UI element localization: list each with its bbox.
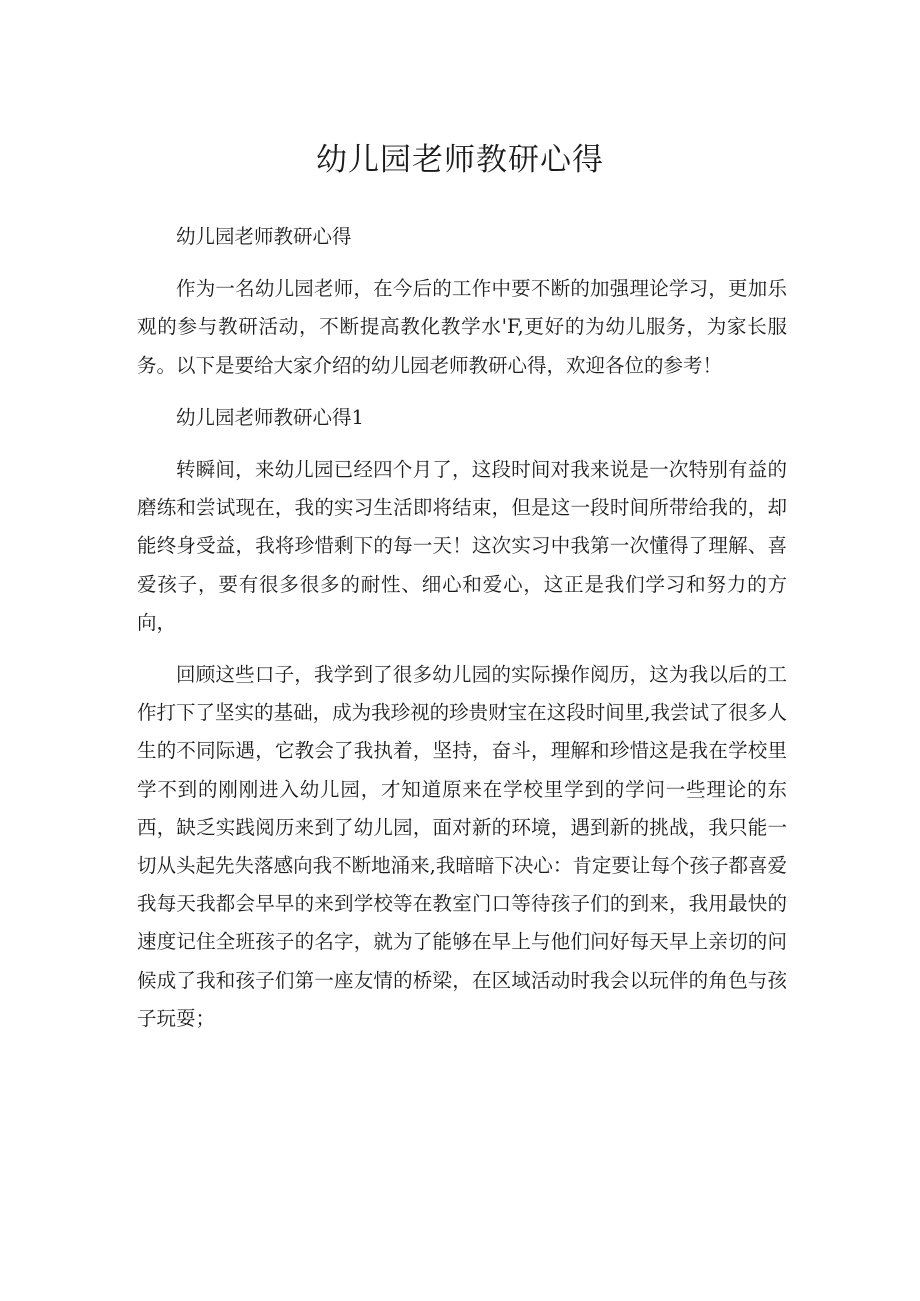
body-paragraph-1: 转瞬间，来幼儿园已经四个月了，这段时间对我来说是一次特别有益的磨练和尝试现在，我的实习生活即将结束，但是这一段时间所带给我的，却能终身受益，我将珍惜剩下的每一天！这次实习中我第一次懂得了理解、喜爱孩子，要有很多很多的耐性、细心和爱心，这正是我们学习和努力的方向，: [137, 458, 787, 634]
body-paragraph-2: 回顾这些口子，我学到了很多幼儿园的实际操作阅历，这为我以后的工作打下了坚实的基础，成为我珍视的珍贵财宝在这段时间里,我尝试了很多人生的不同际遇，它教会了我执着，坚持，奋斗，理解和珍惜这是我在学校里学不到的刚刚进入幼儿园，才知道原来在学校里学到的学问一些理论的东西，缺乏实践阅历来到了幼儿园，面对新的环境，遇到新的挑战，我只能一切从头起先失落感向我不断地涌来,我暗暗下决心：肯定要让每个孩子都喜爱我每天我都会早早的来到学校等在教室门口等待孩子们的到来，我用最快的速度记住全班孩子的名字，就为了能够在早上与他们问好每天早上亲切的问候成了我和孩子们第一座友情的桥梁，在区域活动时我会以玩伴的角色与孩子玩耍；: [137, 663, 787, 1030]
document-body: [137, 218, 787, 1052]
document-title: 幼儿园老师教研心得: [316, 142, 604, 178]
intro-paragraph: 作为一名幼儿园老师，在今后的工作中要不断的加强理论学习，更加乐观的参与教研活动，不断提高教化教学水'F,更好的为幼儿服务，为家长服务。以下是要给大家介绍的幼儿园老师教研心得，欢迎各位的参考！: [137, 277, 787, 377]
intro-heading: 幼儿园老师教研心得: [176, 225, 352, 248]
section-heading-1: 幼儿园老师教研心得1: [176, 405, 364, 429]
